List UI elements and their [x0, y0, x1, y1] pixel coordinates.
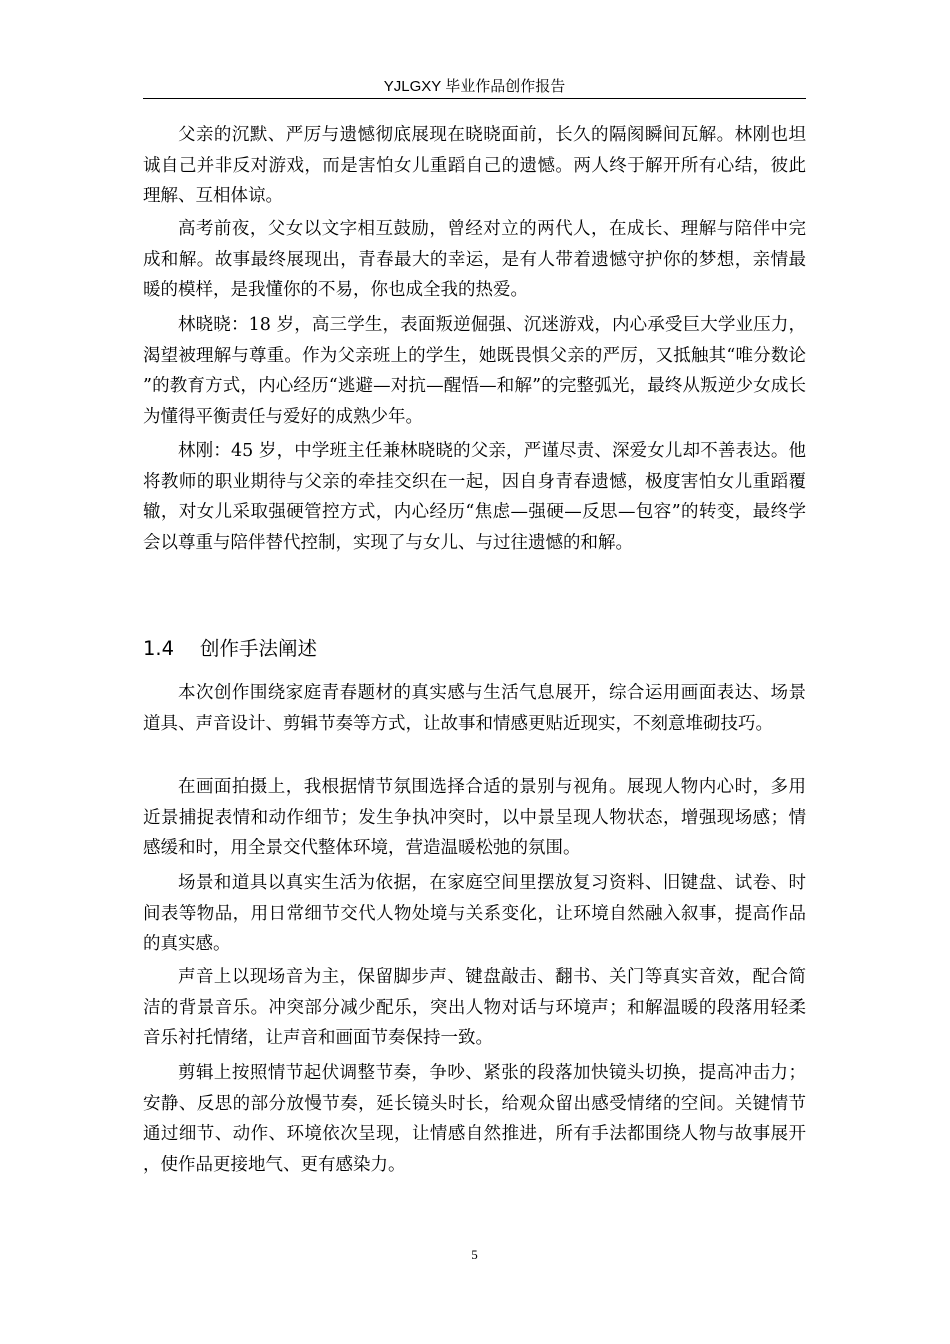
paragraph-method-intro: 本次创作围绕家庭青春题材的真实感与生活气息展开，综合运用画面表达、场景道具、声音设计、剪辑节奏等方式，让故事和情感更贴近现实，不刻意堆砌技巧。: [143, 683, 806, 734]
page-number: 5: [471, 1247, 478, 1262]
paragraph-reconciliation: 父亲的沉默、严厉与遗憾彻底展现在晓晓面前，长久的隔阂瞬间瓦解。林刚也坦诚自己并非反对游戏，而是害怕女儿重蹈自己的遗憾。两人终于解开所有心结，彼此理解、互相体谅。: [143, 125, 806, 206]
paragraph-exam-eve: 高考前夜，父女以文字相互鼓励，曾经对立的两代人，在成长、理解与陪伴中完成和解。故事最终展现出，青春最大的幸运，是有人带着遗憾守护你的梦想，亲情最暖的模样，是我懂你的不易，你也成全我的热爱。: [143, 219, 806, 300]
paragraph-method-sound: 声音上以现场音为主，保留脚步声、键盘敲击、翻书、关门等真实音效，配合简洁的背景音乐。冲突部分减少配乐，突出人物对话与环境声；和解温暖的段落用轻柔音乐衬托情绪，让声音和画面节奏保持一致。: [143, 967, 806, 1048]
header-rule: [143, 98, 806, 99]
section-title: 创作手法阐述: [200, 637, 318, 660]
paragraph-character-lin-xiaoxiao: 林晓晓：18 岁，高三学生，表面叛逆倔强、沉迷游戏，内心承受巨大学业压力，渴望被理解与尊重。作为父亲班上的学生，她既畏惧父亲的严厉，又抵触其“唯分数论”的教育方式，内心经历“逃避—对抗—醒悟—和解”的完整弧光，最终从叛逆少女成长为懂得平衡责任与爱好的成熟少年。: [143, 315, 806, 427]
paragraph-method-props: 场景和道具以真实生活为依据，在家庭空间里摆放复习资料、旧键盘、试卷、时间表等物品，用日常细节交代人物处境与关系变化，让环境自然融入叙事，提高作品的真实感。: [143, 873, 806, 954]
paragraph-method-editing: 剪辑上按照情节起伏调整节奏，争吵、紧张的段落加快镜头切换，提高冲击力；安静、反思的部分放慢节奏，延长镜头时长，给观众留出感受情绪的空间。关键情节通过细节、动作、环境依次呈现，让情感自然推进，所有手法都围绕人物与故事展开，使作品更接地气、更有感染力。: [143, 1063, 806, 1175]
section-heading: [143, 633, 317, 665]
paragraph-character-lin-gang: 林刚：45 岁，中学班主任兼林晓晓的父亲，严谨尽责、深爱女儿却不善表达。他将教师的职业期待与父亲的牵挂交织在一起，因自身青春遗憾，极度害怕女儿重蹈覆辙，对女儿采取强硬管控方式，内心经历“焦虑—强硬—反思—包容”的转变，最终学会以尊重与陪伴替代控制，实现了与女儿、与过往遗憾的和解。: [143, 441, 806, 553]
section-number: 1.4: [143, 637, 175, 660]
paragraph-method-camera: 在画面拍摄上，我根据情节氛围选择合适的景别与视角。展现人物内心时，多用近景捕捉表情和动作细节；发生争执冲突时，以中景呈现人物状态，增强现场感；情感缓和时，用全景交代整体环境，营造温暖松弛的氛围。: [143, 777, 806, 858]
page-header: YJLGXY 毕业作品创作报告: [383, 78, 566, 95]
